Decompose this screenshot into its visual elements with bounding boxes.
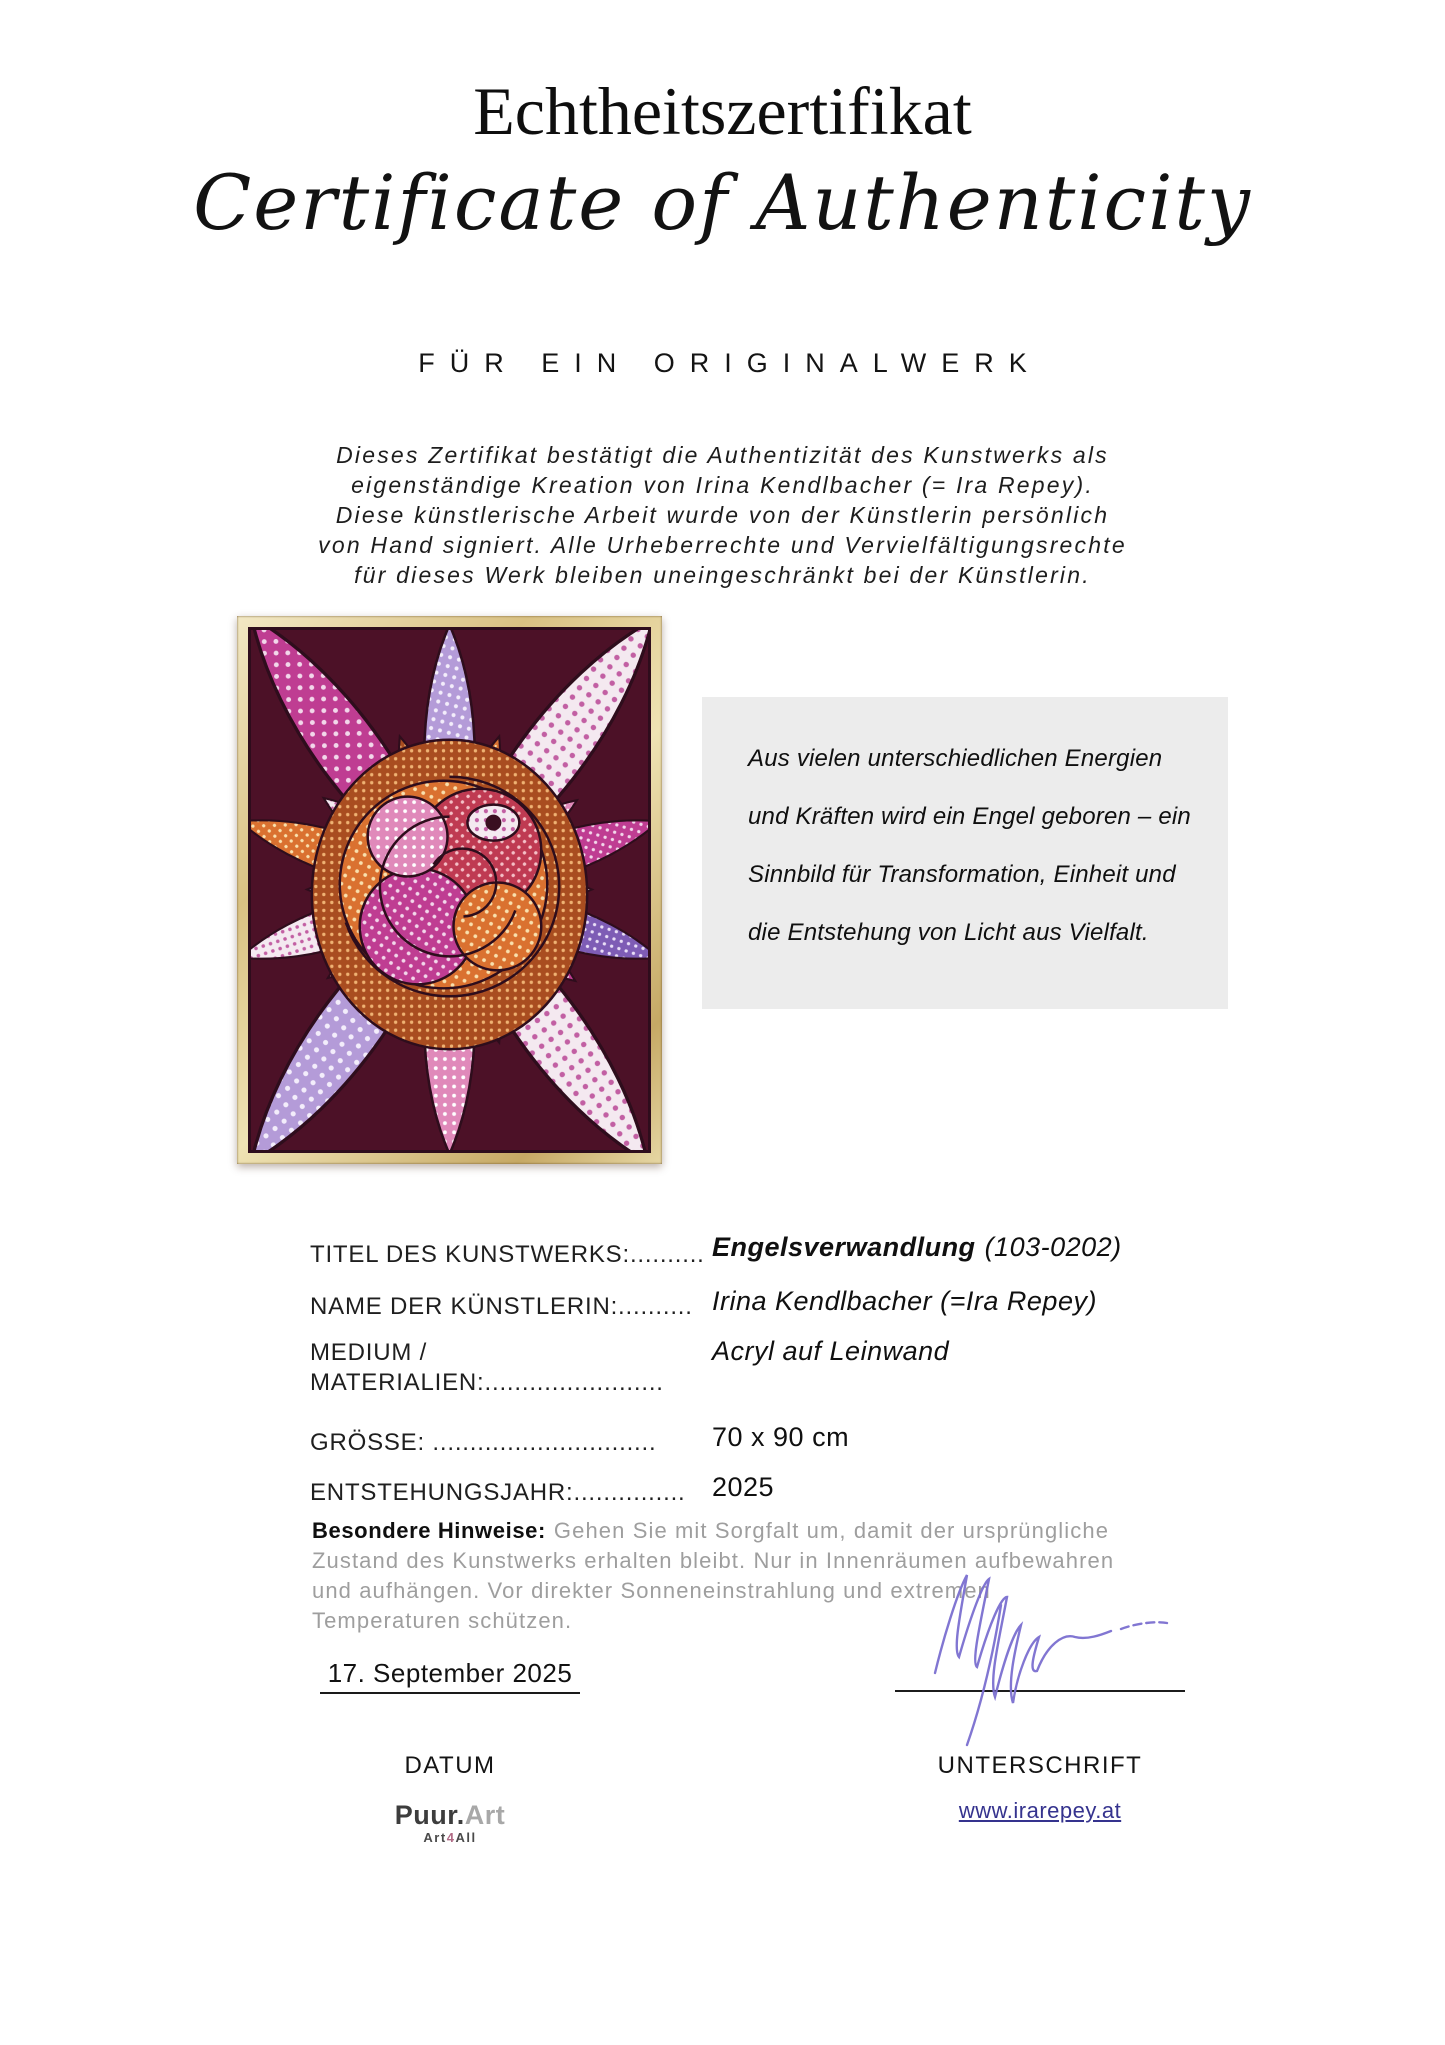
hinweise-label: Besondere Hinweise:	[312, 1518, 546, 1543]
field-label-medium-line2: MATERIALIEN:........................	[310, 1369, 664, 1396]
quote-line: Aus vielen unterschiedlichen Energien	[748, 745, 1163, 772]
signature-label: UNTERSCHRIFT	[937, 1752, 1143, 1779]
artwork-quote-box	[702, 697, 1228, 1009]
intro-line: von Hand signiert. Alle Urheberrechte und Vervielfältigungsrechte	[318, 532, 1127, 558]
intro-line: Dieses Zertifikat bestätigt die Authentizität des Kunstwerks als	[336, 442, 1109, 468]
intro-paragraph	[0, 440, 1445, 590]
intro-line: Diese künstlerische Arbeit wurde von der Künstlerin persönlich	[335, 502, 1110, 528]
field-value-titel	[712, 1232, 1122, 1263]
intro-line: eigenständige Kreation von Irina Kendlbacher (= Ira Repey).	[351, 472, 1094, 498]
field-label-jahr: ENTSTEHUNGSJAHR:...............	[310, 1479, 686, 1506]
page-title-german: Echtheitszertifikat	[473, 73, 972, 149]
hinweise-text-line: und aufhängen. Vor direkter Sonneneinstrahlung und extremen	[312, 1578, 991, 1603]
field-label-name: NAME DER KÜNSTLERIN:..........	[310, 1293, 693, 1320]
field-value-jahr: 2025	[712, 1472, 775, 1502]
hinweise-text-line: Gehen Sie mit Sorgfalt um, damit der ursprüngliche	[553, 1518, 1110, 1543]
artwork-image	[248, 627, 651, 1153]
quote-line: die Entstehung von Licht aus Vielfalt.	[748, 919, 1149, 946]
artwork-title-value: Engelsverwandlung	[712, 1232, 976, 1262]
field-value-name: Irina Kendlbacher (=Ira Repey)	[712, 1286, 1097, 1316]
page-subtitle: FÜR EIN ORIGINALWERK	[418, 348, 1042, 378]
field-label-medium	[310, 1338, 664, 1398]
hinweise-text-line: Zustand des Kunstwerks erhalten bleibt. Nur in Innenräumen aufbewahren	[312, 1548, 1115, 1573]
artwork-frame	[237, 616, 662, 1164]
field-label-titel: TITEL DES KUNSTWERKS:..........	[310, 1241, 705, 1268]
website-link[interactable]: www.irarepey.at	[958, 1798, 1122, 1823]
signature-image	[905, 1545, 1195, 1755]
quote-line: Sinnbild für Transformation, Einheit und	[748, 861, 1176, 888]
date-value: 17. September 2025	[320, 1658, 581, 1694]
hinweise-text-line: Temperaturen schützen.	[312, 1608, 573, 1633]
field-label-groesse: GRÖSSE: ..............................	[310, 1429, 657, 1456]
artwork-number-value: (103-0202)	[984, 1232, 1122, 1262]
page-title-english: Certificate of Authenticity	[193, 158, 1252, 247]
date-block	[300, 1658, 600, 1694]
field-value-groesse: 70 x 90 cm	[712, 1422, 850, 1452]
signature-line	[895, 1555, 1185, 1692]
date-label: DATUM	[404, 1752, 496, 1779]
field-value-medium: Acryl auf Leinwand	[712, 1336, 950, 1366]
puurart-logo	[355, 1802, 545, 1844]
puurart-logo-text: Puur.Art	[394, 1800, 506, 1830]
field-label-medium-line1: MEDIUM /	[310, 1339, 428, 1366]
puurart-logo-tagline: Art4All	[423, 1830, 477, 1845]
intro-line: für dieses Werk bleiben uneingeschränkt bei der Künstlerin.	[354, 562, 1091, 588]
quote-line: und Kräften wird ein Engel geboren – ein	[748, 803, 1191, 830]
